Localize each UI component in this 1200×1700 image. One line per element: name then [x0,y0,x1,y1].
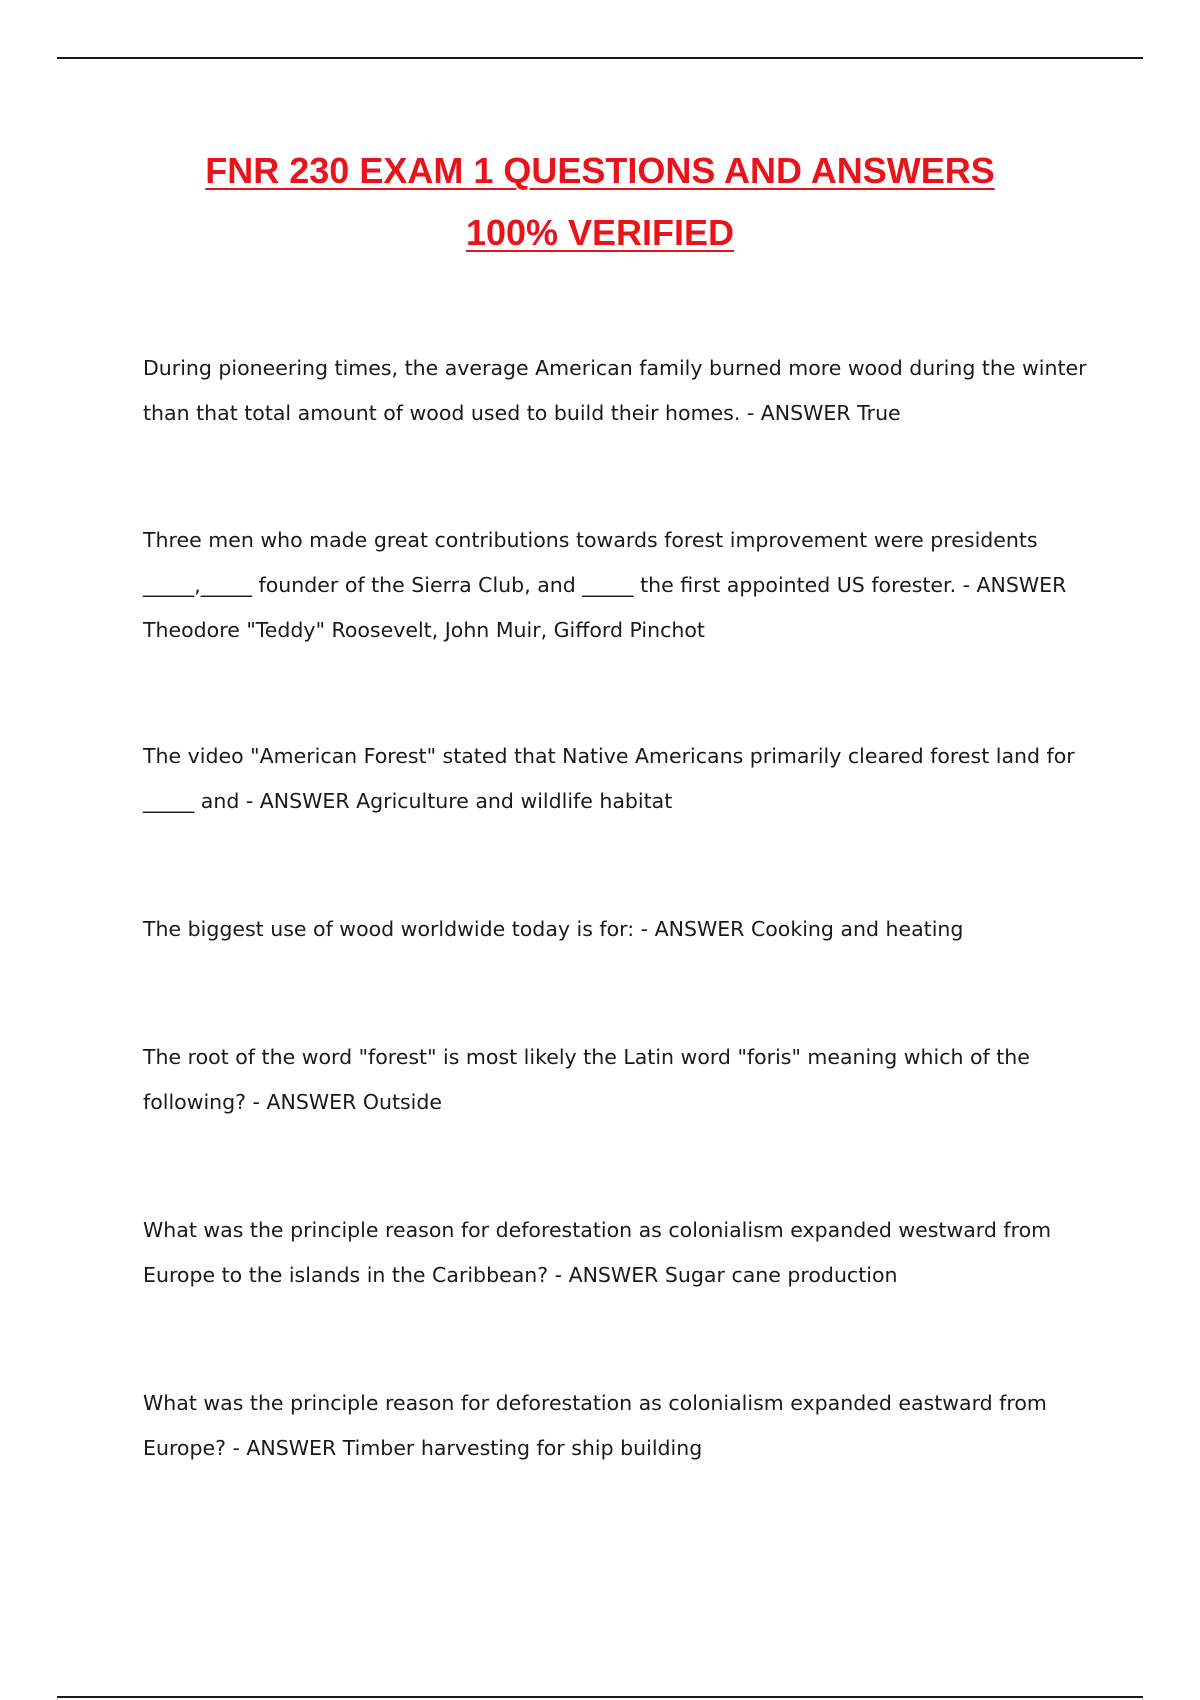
qa-item-7 [143,1381,1083,1471]
title-line-2: 100% VERIFIED [465,212,735,253]
qa-line: Europe? - ANSWER Timber harvesting for ship building [143,1436,703,1460]
qa-line: What was the principle reason for deforestation as colonialism expanded westward from [143,1218,1052,1242]
qa-line: _____,_____ founder of the Sierra Club, and _____ the first appointed US forester. - ANSWER [143,573,1067,597]
qa-line: than that total amount of wood used to build their homes. - ANSWER True [143,401,901,425]
qa-item-4 [143,907,1083,952]
title-line-1: FNR 230 EXAM 1 QUESTIONS AND ANSWERS [205,150,995,191]
qa-line: Three men who made great contributions towards forest improvement were presidents [143,528,1038,552]
qa-item-1 [143,346,1087,436]
page-title [0,140,1200,264]
qa-item-6 [143,1208,1083,1298]
qa-item-2 [143,518,1083,653]
qa-line: following? - ANSWER Outside [143,1090,442,1114]
qa-line: During pioneering times, the average American family burned more wood during the winter [143,356,1087,380]
qa-line: The root of the word "forest" is most likely the Latin word "foris" meaning which of the [143,1045,1030,1069]
qa-line: Europe to the islands in the Caribbean? - ANSWER Sugar cane production [143,1263,898,1287]
bottom-divider [57,1696,1143,1698]
qa-item-3 [143,734,1083,824]
qa-line: _____ and - ANSWER Agriculture and wildlife habitat [143,789,673,813]
qa-item-5 [143,1035,1083,1125]
qa-line: The video "American Forest" stated that Native Americans primarily cleared forest land for [143,744,1075,768]
qa-line: Theodore "Teddy" Roosevelt, John Muir, Gifford Pinchot [143,618,705,642]
qa-line: What was the principle reason for deforestation as colonialism expanded eastward from [143,1391,1047,1415]
qa-line: The biggest use of wood worldwide today is for: - ANSWER Cooking and heating [143,917,964,941]
top-divider [57,57,1143,59]
